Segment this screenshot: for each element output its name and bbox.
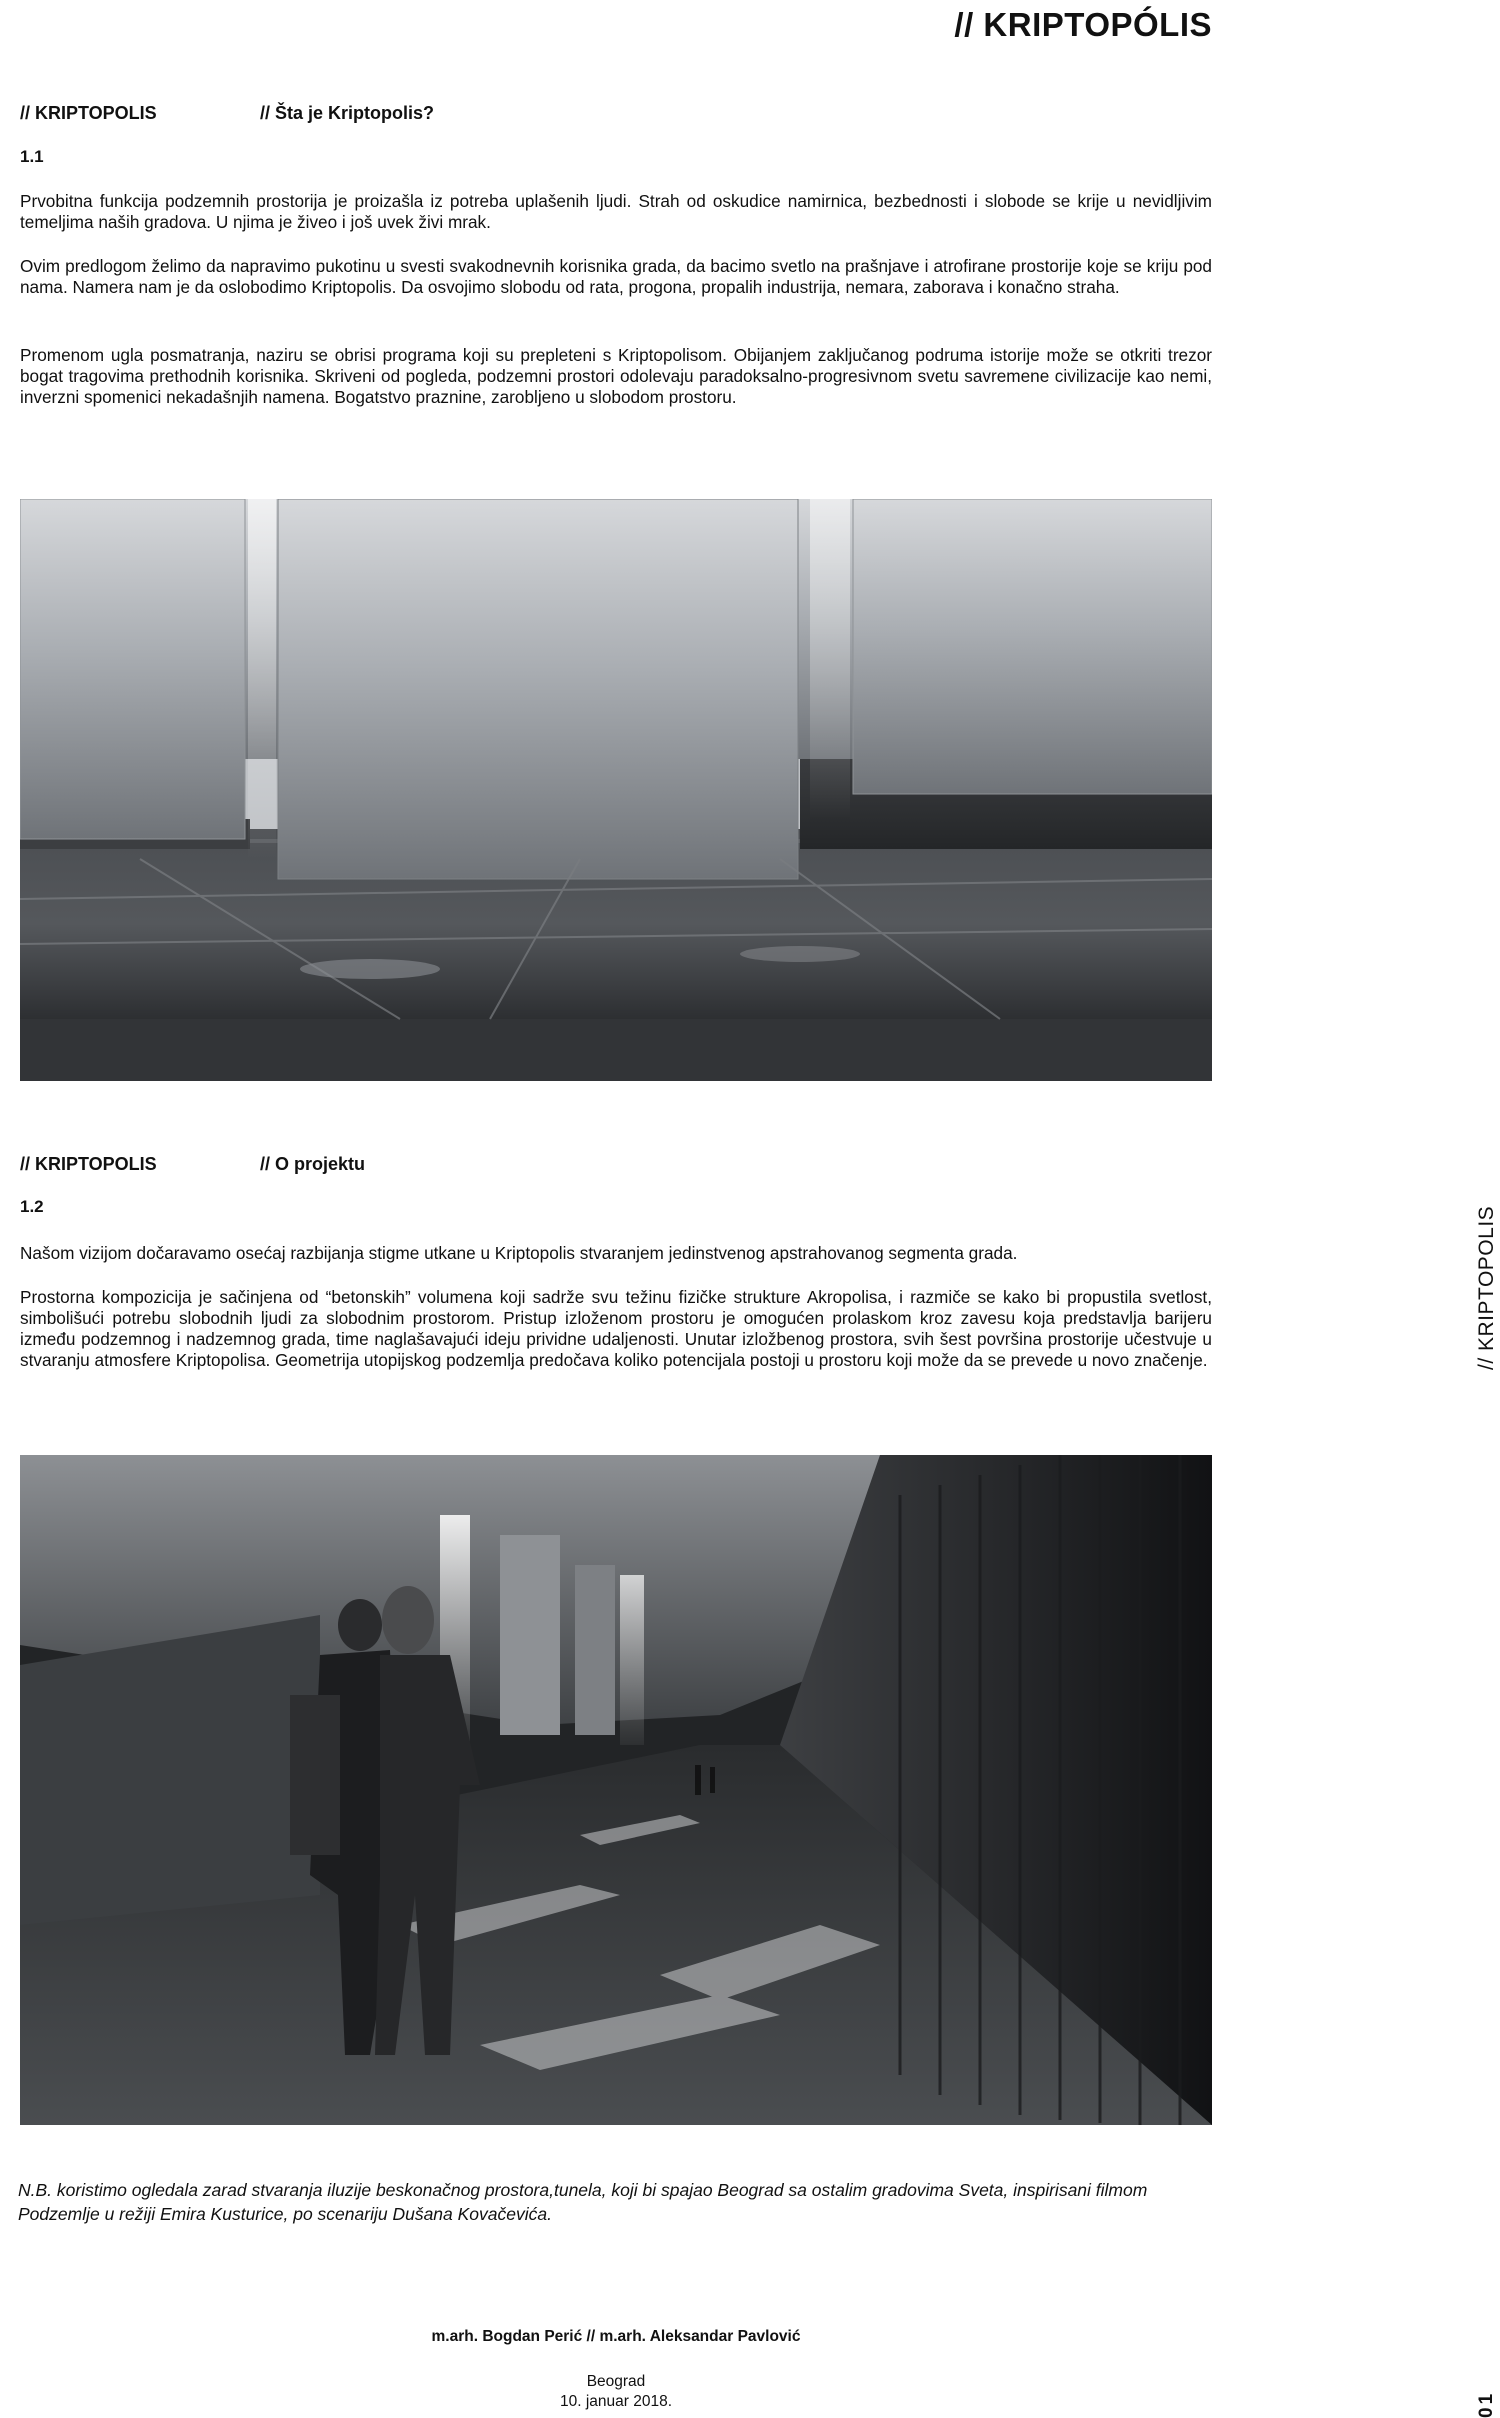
city: Beograd — [586, 2373, 646, 2390]
footnote: N.B. koristimo ogledala zarad stvaranja iluzije beskonačnog prostora,tunela, koji bi spajao Beograd sa ostalim gradovima Sveta, inspirisani filmom Podzemlje u režiji Emira Kusturice, po scenariju Dušana Kovačevića. — [18, 2180, 1148, 2224]
section1-paragraph-3: Promenom ugla posmatranja, naziru se obrisi programa koji su prepleteni s Kriptopolisom. Obijanjem zaključanog podruma istorije može se otkriti trezor bogat tragovima prethodnih korisnika. Skriveni od pogleda, podzemni prostori odolevaju paradoksalno-progresivnom svetu savremene civilizacije kao nemi, inverzni spomenici nekadašnjih namena. Bogatstvo praznine, zarobljeno u slobodom prostoru. — [20, 345, 1212, 407]
section1-subtitle: // Šta je Kriptopolis? — [260, 103, 435, 123]
page-title: // KRIPTOPÓLIS — [954, 6, 1212, 43]
section1-heading — [20, 103, 435, 124]
side-vertical-label: // KRIPTOPOLIS — [1475, 1205, 1498, 1370]
section1-project-label: // KRIPTOPOLIS — [20, 103, 157, 123]
render-underground-corridor-image — [20, 1455, 1212, 2125]
render-concrete-hall — [20, 499, 1212, 1081]
section2-number: 1.2 — [20, 1197, 44, 1216]
section1-paragraph-1: Prvobitna funkcija podzemnih prostorija je proizašla iz potreba uplašenih ljudi. Strah od oskudice namirnica, bezbednosti i slobode se krije u nevidljivim temeljima naših gradova. U njima je živeo i još uvek živi mrak. — [20, 191, 1212, 232]
date: 10. januar 2018. — [559, 2393, 673, 2410]
section2-project-label: // KRIPTOPOLIS — [20, 1154, 157, 1174]
render-concrete-hall-image — [20, 499, 1212, 1081]
section1-paragraph-2: Ovim predlogom želimo da napravimo pukotinu u svesti svakodnevnih korisnika grada, da bacimo svetlo na prašnjave i atrofirane prostorije koje se kriju pod nama. Namera nam je da oslobodimo Kriptopolis. Da osvojimo slobodu od rata, progona, propalih industrija, nemara, zaborava i konačno straha. — [20, 256, 1212, 297]
section2-paragraph-2: Prostorna kompozicija je sačinjena od “betonskih” volumena koji sadrže svu težinu fizičke strukture Akropolisa, i razmiče se kako bi propustila svetlost, simbolišući potrebu slobodnih ljudi za slobodnim prostorom. Pristup izloženom prostoru je omogućen prolaskom kroz zavesu koja predstavlja barijeru između podzemnog i nadzemnog grada, time naglašavajući ideju prividne udaljenosti. Unutar izložbenog prostora, svih šest površina prostorije učestvuje u stvaranju atmosfere Kriptopolisa. Geometrija utopijskog podzemlja predočava koliko potencijala postoji u prostoru koji može da se prevede u novo značenje. — [20, 1287, 1212, 1370]
section1-number: 1.1 — [20, 147, 44, 166]
section2-heading — [20, 1154, 366, 1175]
place-and-date — [0, 2372, 1232, 2412]
authors: m.arh. Bogdan Perić // m.arh. Aleksandar Pavlović — [431, 2328, 801, 2345]
section2-subtitle: // O projektu — [260, 1154, 366, 1174]
page-number: 01 — [1476, 2390, 1497, 2418]
section2-paragraph-1: Našom vizijom dočaravamo osećaj razbijanja stigme utkane u Kriptopolis stvaranjem jedinstvenog apstrahovanog segmenta grada. — [20, 1243, 1018, 1263]
render-underground-corridor — [20, 1455, 1212, 2125]
